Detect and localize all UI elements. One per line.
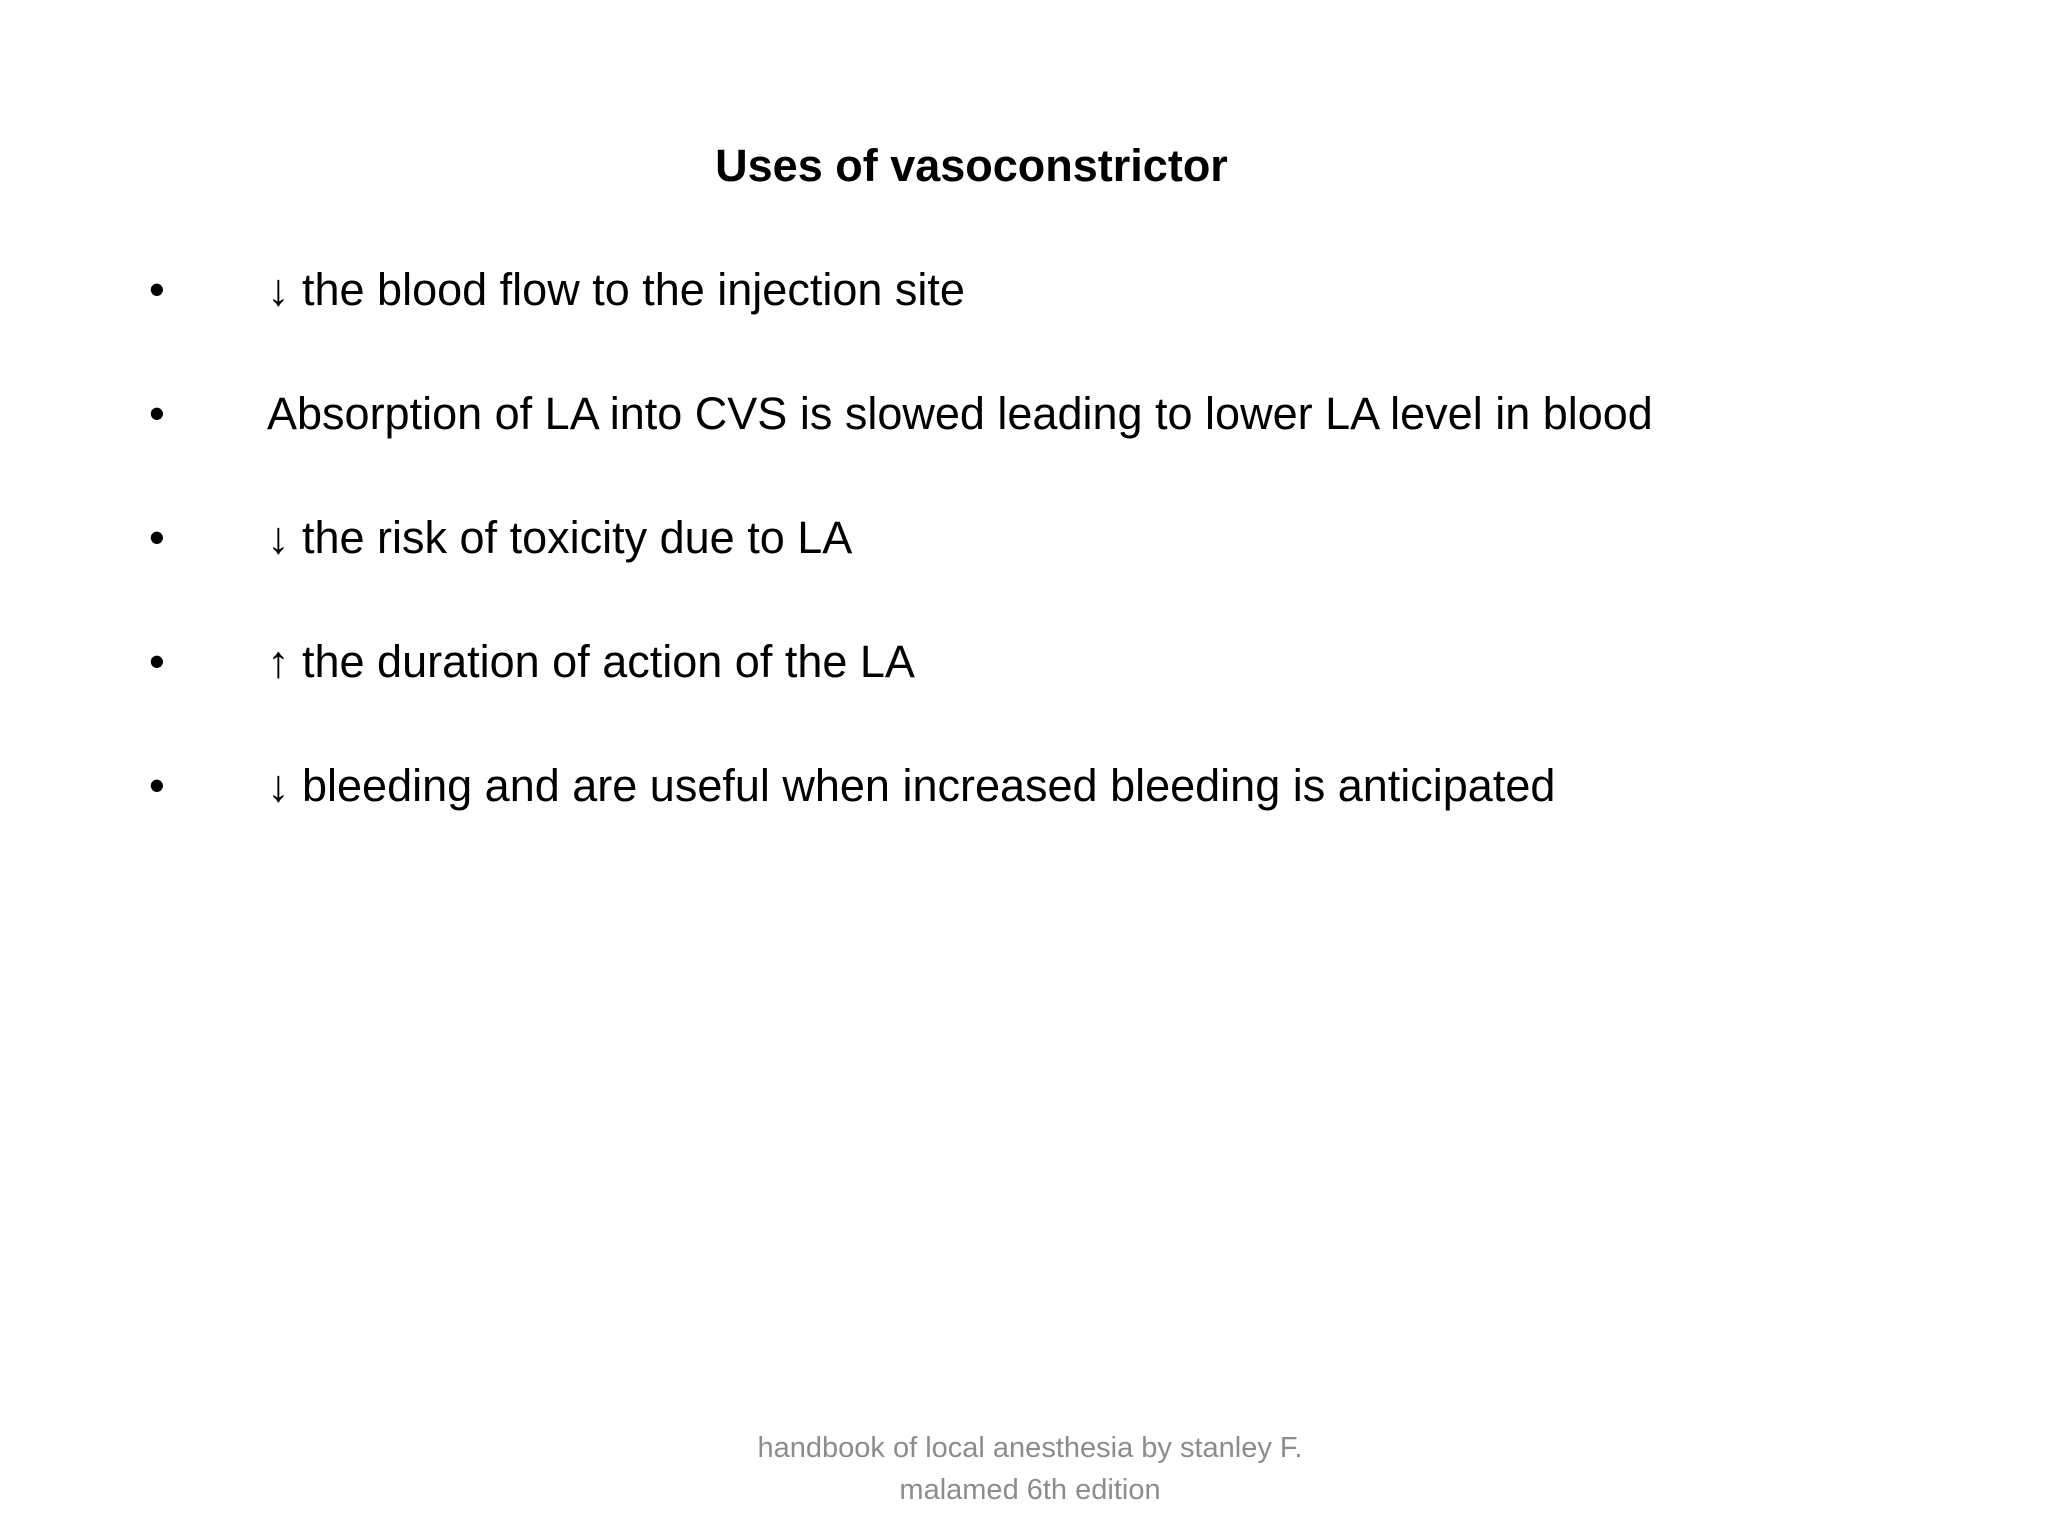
bullet-item <box>0 384 2048 508</box>
bullet-marker: • <box>149 388 165 439</box>
citation-line-1: handbook of local anesthesia by stanley F. <box>757 1432 1303 1464</box>
bullet-text: ↓ the risk of toxicity due to LA <box>267 512 853 563</box>
bullet-marker: • <box>149 760 165 811</box>
bullet-text: ↓ bleeding and are useful when increased bleeding is anticipated <box>267 760 1556 811</box>
bullet-text: Absorption of LA into CVS is slowed leading to lower LA level in blood <box>267 388 1653 439</box>
bullet-item <box>0 508 2048 632</box>
bullet-item <box>0 260 2048 384</box>
bullet-text: ↑ the duration of action of the LA <box>267 636 915 687</box>
slide-title: Uses of vasoconstrictor <box>715 140 1228 191</box>
bullet-item <box>0 756 2048 880</box>
bullet-marker: • <box>149 264 165 315</box>
bullet-text: ↓ the blood flow to the injection site <box>267 264 965 315</box>
bullet-list <box>0 260 2048 880</box>
citation-line-2: malamed 6th edition <box>899 1474 1161 1506</box>
bullet-item <box>0 632 2048 756</box>
bullet-marker: • <box>149 636 165 687</box>
citation-footer <box>0 1427 2048 1511</box>
bullet-marker: • <box>149 512 165 563</box>
